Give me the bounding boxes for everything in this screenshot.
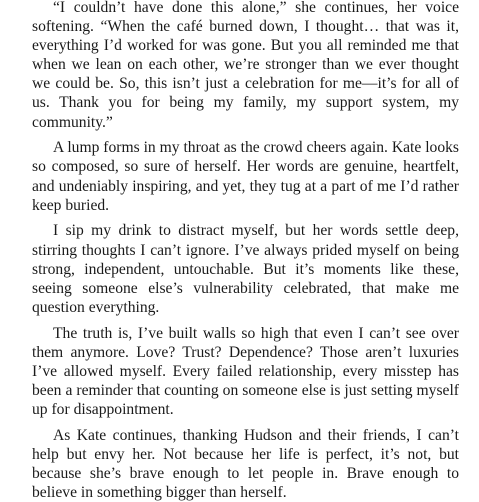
paragraph-5: As Kate continues, thanking Hudson and their friends, I can’t help but envy her. Not because her life is perfect, it’s not, but because she’s brave enough to let people in. Brave enough to believe in something bigger than herself. [32,426,459,501]
paragraph-2: A lump forms in my throat as the crowd cheers again. Kate looks so composed, so sure of herself. Her words are genuine, heartfelt, and undeniably inspiring, and yet, they tug at a part of me I’d rather keep buried. [32,139,459,214]
paragraph-3: I sip my drink to distract myself, but her words settle deep, stirring thoughts I can’t ignore. I’ve always prided myself on being strong, independent, untouchable. But it’s moments like these, seeing someone else’s vulnerability celebrated, that make me question everything. [32,222,459,316]
paragraph-4: The truth is, I’ve built walls so high that even I can’t see over them anymore. Love? Trust? Dependence? Those aren’t luxuries I’ve allowed myself. Every failed relationship, every misstep has been a reminder that counting on someone else is just setting myself up for disappointment. [32,324,459,418]
paragraph-1: “I couldn’t have done this alone,” she continues, her voice softening. “When the café burned down, I thought… that was it, everything I’d worked for was gone. But you all reminded me that when we lean on each other, we’re stronger than we ever thought we could be. So, this isn’t just a celebration for me—it’s for all of us. Thank you for being my family, my support system, my community.” [32,0,459,131]
